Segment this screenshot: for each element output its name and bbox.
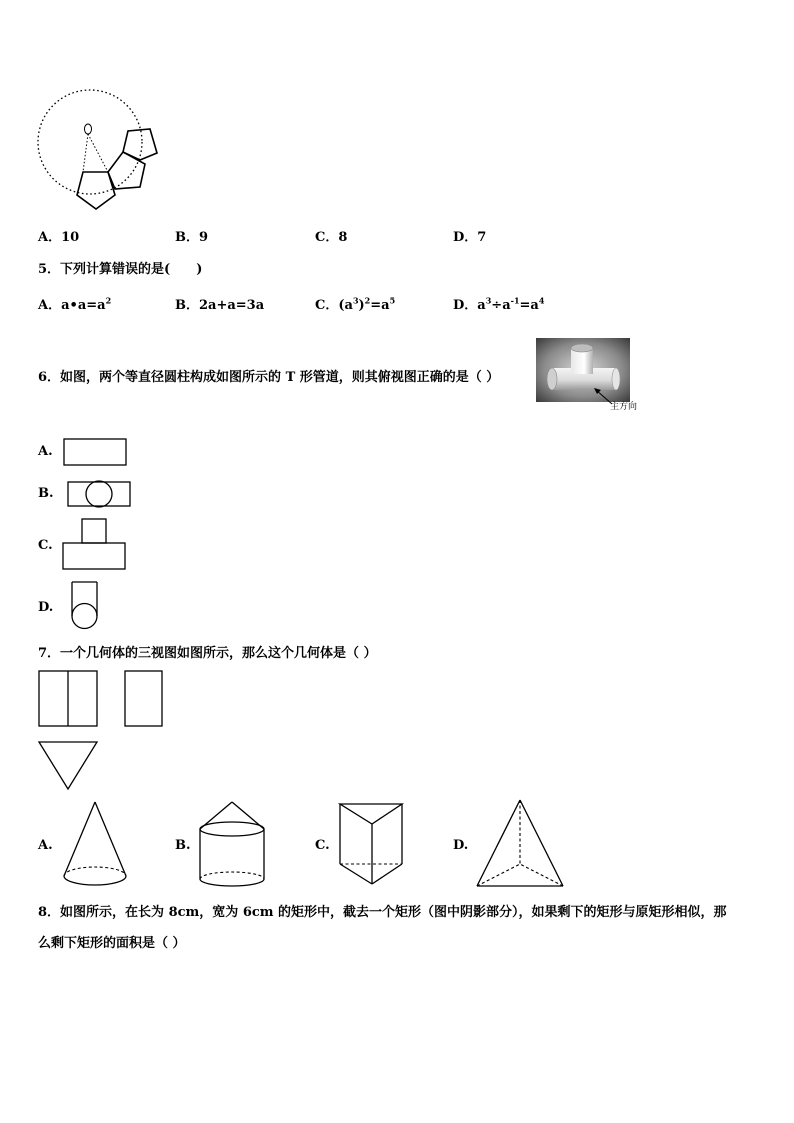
photo-caption: 主方向 <box>610 402 638 412</box>
q5-stem: 5．下列计算错误的是( ) <box>38 262 203 277</box>
q7-option-b-cone-cylinder <box>198 800 266 890</box>
q7-option-a-cone <box>62 800 128 888</box>
q4-option-b: B．9 <box>175 230 209 245</box>
q7-option-c-label: C. <box>315 838 330 853</box>
q6-option-d-label: D. <box>38 600 54 615</box>
q6-option-b-label: B. <box>38 486 54 501</box>
pentagon-1 <box>77 172 115 209</box>
q6-option-c-label: C. <box>38 538 53 553</box>
q6-option-b-figure <box>67 479 133 509</box>
q7-stem: 7．一个几何体的三视图如图所示，那么这个几何体是（ ） <box>38 646 377 661</box>
dotted-circle <box>38 90 142 194</box>
q4-option-d: D．7 <box>453 230 487 245</box>
q4-option-a: A．10 <box>38 230 80 245</box>
q5-option-a: A．$a•a=a^2$ <box>38 295 112 313</box>
q8-stem-line1: 8．如图所示，在长为 8cm，宽为 6cm 的矩形中，截去一个矩形（图中阴影部分），如果剩下的矩形与原矩形相似，那 <box>38 905 727 920</box>
q6-stem: 6．如图，两个等直径圆柱构成如图所示的 T 形管道，则其俯视图正确的是（ ） <box>38 370 500 385</box>
q6-option-a-label: A. <box>38 444 53 459</box>
q5-option-c: C．$(a^3)^2=a^5$ <box>315 295 396 313</box>
q7-option-d-pyramid <box>475 798 567 890</box>
three-views <box>38 670 168 792</box>
q6-option-a-figure <box>63 438 127 466</box>
top-view <box>39 742 97 789</box>
q4-option-c: C．8 <box>315 230 348 245</box>
pentagon-2 <box>108 152 145 189</box>
side-view <box>125 671 162 726</box>
q8-stem-line2: 么剩下矩形的面积是（ ） <box>38 936 186 951</box>
q7-option-c-prism <box>338 802 404 890</box>
center-point-o <box>85 124 92 134</box>
q7-option-b-label: B. <box>175 838 191 853</box>
q6-option-d-figure <box>69 580 101 632</box>
q4-figure <box>35 82 175 217</box>
q5-option-b: B．2a+a=3a <box>175 298 265 313</box>
q5-option-d: D．$a^3\div a^{-1}=a^4$ <box>453 295 545 313</box>
q7-option-a-label: A. <box>38 838 53 853</box>
q7-option-d-label: D. <box>453 838 469 853</box>
q6-option-c-figure <box>62 518 128 570</box>
